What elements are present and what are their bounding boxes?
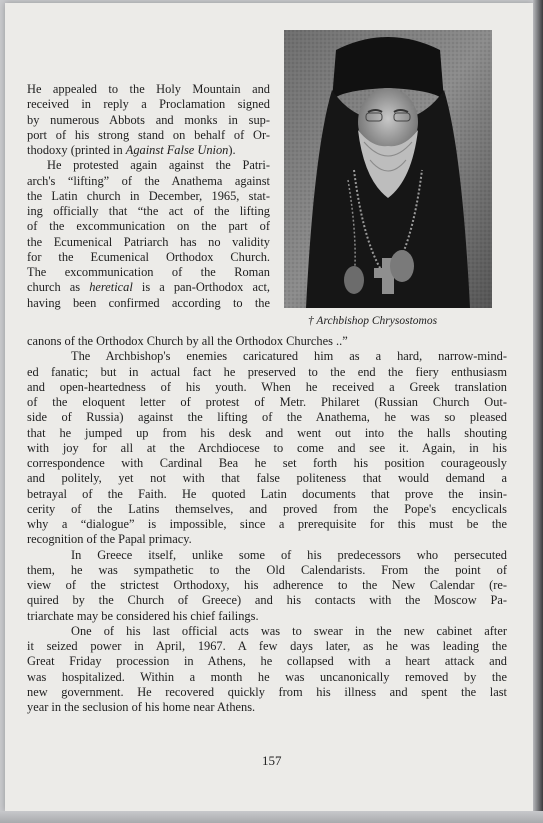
text-line: church as heretical is a pan-Orthodox act, [27,280,270,295]
heretical-word: heretical [89,280,133,295]
page-edge-shadow [533,0,543,823]
text-line: that he jumped up from his desk and went out into the halls shouting [27,425,507,440]
text-line: correspondence with Cardinal Bea he set forth his position courageously [27,456,507,470]
text-line: by numerous Abbots and monks in sup- [27,112,270,127]
archbishop-portrait-photo [284,30,492,308]
portrait-illustration [284,30,492,308]
column-paragraphs [27,82,270,311]
text-line: thodoxy (printed in Against False Union). [27,143,236,157]
text-line: view of the strictest Orthodoxy, his adherence to the New Calendar (re- [27,578,507,592]
text-line: was hospitalized. Within a month he was uncanonically removed by the [27,669,507,684]
text-line: side of Russia) against the lifting of the Anathema, he was so pleased [27,410,507,425]
text-line: betrayal of the Faith. He quoted Latin documents that prove the insin- [27,486,507,501]
text-line: for the Ecumenical Orthodox Church. [27,249,270,264]
scanner-bed [0,811,543,823]
text-line: having been confirmed according to the [27,295,270,310]
text-line: year in the seclusion of his home near Athens. [27,700,256,714]
text-line: ed fanatic; but in actual fact he preserved to the end the fiery enthusiasm [27,364,507,379]
text-line: port of his strong stand on behalf of Or- [27,127,270,142]
photo-caption: † Archbishop Chrysostomos [308,315,438,327]
text-line: the Latin church in December, 1965, stat- [27,188,270,203]
text-line: ing officially that “the act of the lifting [27,204,270,218]
text-line: He appealed to the Holy Mountain and [27,82,270,96]
text-line: He protested again against the Patri- [47,158,270,173]
book-title: Against False Union [125,143,229,157]
text-line: The excommunication of the Roman [27,265,270,279]
text-line: quired by the Church of Greece) and his contacts with the Moscow Pa- [27,593,507,608]
text-line: new government. He recovered quickly from his illness and spent the last [27,684,507,699]
text-line: them, he was sympathetic to the Old Calendarists. From the point of [27,562,507,577]
page-number: 157 [262,753,282,768]
text-line: of the eloquent letter of protest of Metr. Philaret (Russian Church Out- [27,395,507,409]
text-line: triarchate may be considered his chief failings. [27,608,259,623]
text-line: recognition of the Papal primacy. [27,532,192,547]
text-line: it seized power in April, 1967. A few days later, as he was leading the [27,639,507,653]
text-line: received in reply a Proclamation signed [27,97,270,112]
text-line: and open-heartedness of his youth. When he received a Greek translation [27,379,507,394]
full-width-paragraphs [27,334,507,715]
text-line: cerity of the Latins themselves, and proved from the Pope's encyclicals [27,501,507,516]
text-line: of the excommunication on the part of [27,219,270,234]
text-line: canons of the Orthodox Church by all the Orthodox Churches ..” [27,334,348,348]
text-line: arch's “lifting” of the Anathema against [27,173,270,188]
text-line: the Ecumenical Patriarch has no validity [27,234,270,249]
text-line: with joy for all at the Archdiocese to come and see it. Again, in his [27,440,507,455]
text-line: and politely, yet not with that false politeness that would demand a [27,471,507,486]
text-line: Great Friday procession in Athens, he collapsed with a heart attack and [27,654,507,669]
text-line: why a “dialogue” is impossible, since a prerequisite for this must be the [27,517,507,531]
text-line: The Archbishop's enemies caricatured him as a hard, narrow-mind- [71,349,507,364]
text-line: One of his last official acts was to swear in the new cabinet after [71,623,507,638]
text-line: In Greece itself, unlike some of his predecessors who persecuted [71,547,507,562]
